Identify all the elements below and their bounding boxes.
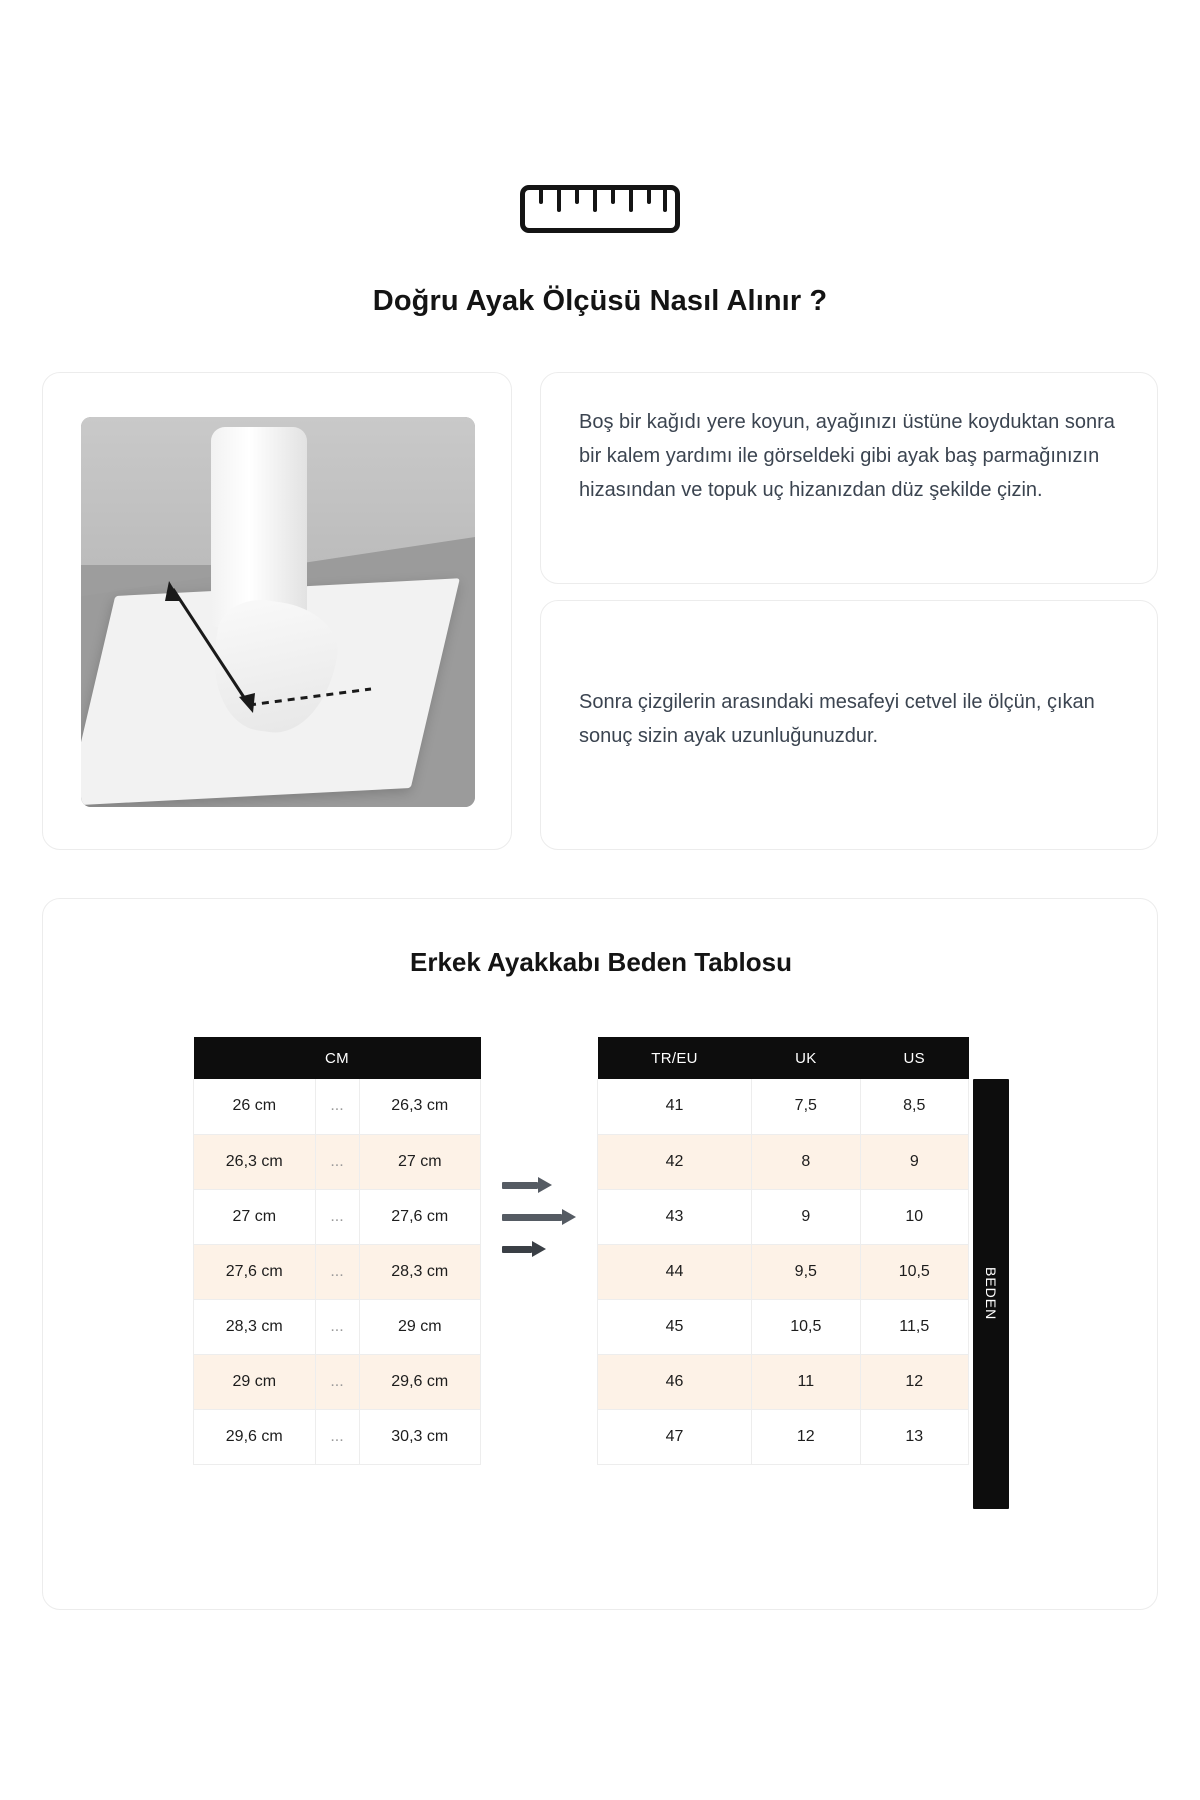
cell-uk: 7,5	[752, 1079, 860, 1134]
table-row	[194, 1354, 481, 1409]
beden-vertical-label	[973, 1079, 1009, 1509]
cm-header-cell: CM	[194, 1037, 481, 1079]
table-row	[598, 1244, 969, 1299]
table-row	[194, 1079, 481, 1134]
cm-dots: ...	[315, 1244, 359, 1299]
cm-max: 29 cm	[359, 1299, 481, 1354]
cell-us: 8,5	[860, 1079, 968, 1134]
cm-max: 26,3 cm	[359, 1079, 481, 1134]
cell-us: 12	[860, 1354, 968, 1409]
cm-dots: ...	[315, 1299, 359, 1354]
cell-uk: 9	[752, 1189, 860, 1244]
cm-min: 28,3 cm	[194, 1299, 316, 1354]
cm-min: 27,6 cm	[194, 1244, 316, 1299]
beden-label-text: BEDEN	[983, 1267, 999, 1321]
cell-tr-eu: 41	[598, 1079, 752, 1134]
ruler-icon	[520, 185, 680, 233]
table-row	[194, 1244, 481, 1299]
size-table-card	[42, 898, 1158, 1610]
page-title: Doğru Ayak Ölçüsü Nasıl Alınır ?	[372, 285, 828, 317]
arrow-right-icon	[502, 1209, 576, 1225]
cell-us: 13	[860, 1409, 968, 1464]
cell-uk: 10,5	[752, 1299, 860, 1354]
cm-min: 26,3 cm	[194, 1134, 316, 1189]
cm-max: 28,3 cm	[359, 1244, 481, 1299]
cell-uk: 8	[752, 1134, 860, 1189]
header-uk: UK	[752, 1037, 860, 1079]
size-table-body	[598, 1079, 969, 1464]
cm-dots: ...	[315, 1079, 359, 1134]
size-conversion-table	[597, 1037, 969, 1465]
cell-uk: 11	[752, 1354, 860, 1409]
cell-uk: 12	[752, 1409, 860, 1464]
cm-max: 30,3 cm	[359, 1409, 481, 1464]
table-row	[598, 1079, 969, 1134]
cell-tr-eu: 47	[598, 1409, 752, 1464]
table-row	[194, 1134, 481, 1189]
cm-max: 27 cm	[359, 1134, 481, 1189]
cell-tr-eu: 46	[598, 1354, 752, 1409]
table-row	[598, 1409, 969, 1464]
cm-dots: ...	[315, 1134, 359, 1189]
cell-tr-eu: 44	[598, 1244, 752, 1299]
cell-tr-eu: 45	[598, 1299, 752, 1354]
table-row	[194, 1409, 481, 1464]
cm-dots: ...	[315, 1354, 359, 1409]
cm-dots: ...	[315, 1189, 359, 1244]
foot-measurement-photo	[81, 417, 475, 807]
cell-uk: 9,5	[752, 1244, 860, 1299]
arrow-right-icon	[502, 1241, 576, 1257]
cm-max: 29,6 cm	[359, 1354, 481, 1409]
table-row	[194, 1299, 481, 1354]
table-row	[598, 1354, 969, 1409]
cell-us: 10,5	[860, 1244, 968, 1299]
foot-photo-card	[42, 372, 512, 850]
cm-min: 29 cm	[194, 1354, 316, 1409]
cell-us: 9	[860, 1134, 968, 1189]
size-tables-container	[43, 1037, 1159, 1509]
table-row	[194, 1189, 481, 1244]
cm-max: 27,6 cm	[359, 1189, 481, 1244]
conversion-arrows	[481, 1037, 597, 1257]
arrow-right-icon	[502, 1177, 576, 1193]
cm-dots: ...	[315, 1409, 359, 1464]
instruction-text-2: Sonra çizgilerin arasındaki mesafeyi cetvel ile ölçün, çıkan sonuç sizin ayak uzunluğunuzdur.	[579, 691, 1095, 747]
measurement-arrow-overlay	[81, 417, 475, 807]
table-row	[598, 1134, 969, 1189]
instruction-card-1	[540, 372, 1158, 584]
cell-us: 10	[860, 1189, 968, 1244]
cm-table-body	[194, 1079, 481, 1464]
instruction-text-1: Boş bir kağıdı yere koyun, ayağınızı üstüne koyduktan sonra bir kalem yardımı ile görseldeki gibi ayak baş parmağınızın hizasından ve topuk uç hizanızdan düz şekilde çizin.	[579, 411, 1115, 501]
cm-min: 27 cm	[194, 1189, 316, 1244]
cm-min: 26 cm	[194, 1079, 316, 1134]
cm-min: 29,6 cm	[194, 1409, 316, 1464]
size-table-header-row	[598, 1037, 969, 1079]
cm-table-header-row	[194, 1037, 481, 1079]
cell-tr-eu: 43	[598, 1189, 752, 1244]
instruction-card-2	[540, 600, 1158, 850]
size-table-title: Erkek Ayakkabı Beden Tablosu	[410, 947, 792, 977]
cell-tr-eu: 42	[598, 1134, 752, 1189]
header-us: US	[860, 1037, 968, 1079]
cm-table	[193, 1037, 481, 1465]
cell-us: 11,5	[860, 1299, 968, 1354]
table-row	[598, 1299, 969, 1354]
table-row	[598, 1189, 969, 1244]
header-tr-eu: TR/EU	[598, 1037, 752, 1079]
ruler-icon-wrapper	[0, 185, 1200, 233]
